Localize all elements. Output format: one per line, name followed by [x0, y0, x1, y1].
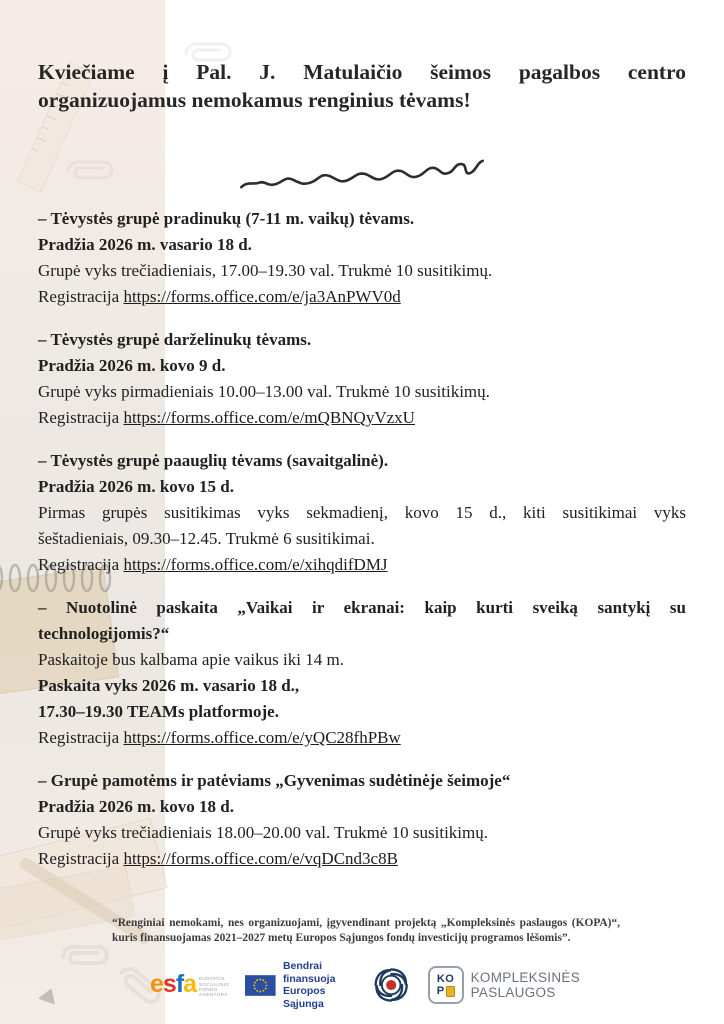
- event-section-pamotems-pateviams-grupe: [38, 768, 686, 872]
- event-schedule-line1: Pirmas grupės susitikimas vyks sekmadienį, kovo 15 d., kiti susitikimai vyks: [38, 503, 686, 522]
- event-date-line1: Paskaita vyks 2026 m. vasario 18 d.,: [38, 676, 300, 695]
- event-date-line2: 17.30–19.30 TEAMs platformoje.: [38, 702, 279, 721]
- funding-disclaimer-line2: kuris finansuojamas 2021–2027 metų Europos Sąjungos fondų investicijų programos lėšomis”.: [112, 932, 571, 944]
- esfa-wordmark: esfa: [150, 970, 197, 999]
- registration-label: Registracija: [38, 849, 120, 868]
- hand-drawn-squiggle-icon: [237, 151, 488, 196]
- event-title-line1: – Nuotolinė paskaita „Vaikai ir ekranai: kaip kurti sveiką santykį su: [38, 598, 686, 617]
- registration-link[interactable]: https://forms.office.com/e/mQBNQyVzxU: [123, 408, 415, 427]
- funding-disclaimer: [112, 916, 620, 946]
- kopa-logo: [428, 966, 580, 1004]
- page-title-line2: organizuojamus nemokamus renginius tėvams!: [38, 88, 471, 112]
- event-title: – Tėvystės grupė darželinukų tėvams.: [38, 330, 312, 349]
- event-schedule-line2: šeštadieniais, 09.30–12.45. Trukmė 6 susitikimai.: [38, 529, 375, 548]
- event-title: – Tėvystės grupė pradinukų (7-11 m. vaikų) tėvams.: [38, 209, 415, 228]
- event-start-date: Pradžia 2026 m. kovo 9 d.: [38, 356, 226, 375]
- event-section-paaugliu-grupe: [38, 448, 686, 578]
- eu-cofunded-logo: [245, 960, 355, 1010]
- logo-row: [150, 959, 580, 1011]
- registration-link[interactable]: https://forms.office.com/e/ja3AnPWV0d: [123, 287, 401, 306]
- kopa-a-glyph-icon: [446, 986, 455, 997]
- esfa-caption: EUROPOS SOCIALINIO FONDO AGENTŪRA: [199, 976, 230, 998]
- event-start-date: Pradžia 2026 m. kovo 15 d.: [38, 477, 234, 496]
- event-title: – Grupė pamotėms ir patėviams „Gyvenimas sudėtinėje šeimoje“: [38, 771, 511, 790]
- event-section-darzelinuku-grupe: [38, 327, 686, 431]
- event-registration: [38, 846, 686, 872]
- events-list: [38, 206, 686, 872]
- kopa-swirl-eye-icon: [371, 959, 411, 1011]
- kopa-caption: KOMPLEKSINĖS PASLAUGOS: [470, 970, 580, 1000]
- event-registration: [38, 405, 686, 431]
- event-start-date: Pradžia 2026 m. kovo 18 d.: [38, 797, 234, 816]
- event-schedule: Grupė vyks pirmadieniais 10.00–13.00 val. Trukmė 10 susitikimų.: [38, 382, 490, 401]
- registration-label: Registracija: [38, 728, 120, 747]
- esfa-logo: [150, 972, 229, 998]
- event-note: Paskaitoje bus kalbama apie vaikus iki 14 m.: [38, 650, 344, 669]
- footer: [0, 916, 724, 1011]
- registration-label: Registracija: [38, 555, 120, 574]
- registration-link[interactable]: https://forms.office.com/e/xihqdifDMJ: [123, 555, 388, 574]
- event-start-date: Pradžia 2026 m. vasario 18 d.: [38, 235, 252, 254]
- funding-disclaimer-line1: “Renginiai nemokami, nes organizuojami, įgyvendinant projektą „Kompleksinės paslaugos (KOPA)“,: [112, 917, 620, 929]
- event-title: – Tėvystės grupė paauglių tėvams (savaitgalinė).: [38, 451, 389, 470]
- event-registration: [38, 284, 686, 310]
- event-registration: [38, 725, 686, 751]
- event-schedule: Grupė vyks trečiadieniais, 17.00–19.30 val. Trukmė 10 susitikimų.: [38, 261, 493, 280]
- eu-flag-icon: [245, 972, 276, 999]
- kopa-box-icon: KO P: [428, 966, 464, 1004]
- event-registration: [38, 552, 686, 578]
- registration-label: Registracija: [38, 287, 120, 306]
- registration-link[interactable]: https://forms.office.com/e/yQC28fhPBw: [123, 728, 401, 747]
- registration-label: Registracija: [38, 408, 120, 427]
- page-title: [38, 58, 686, 114]
- registration-link[interactable]: https://forms.office.com/e/vqDCnd3c8B: [123, 849, 398, 868]
- event-schedule: Grupė vyks trečiadieniais 18.00–20.00 val. Trukmė 10 susitikimų.: [38, 823, 488, 842]
- eu-caption: Bendrai finansuoja Europos Sąjunga: [282, 960, 336, 1010]
- page-title-line1: Kviečiame į Pal. J. Matulaičio šeimos pagalbos centro: [38, 60, 686, 84]
- event-section-nuotoline-paskaita: [38, 595, 686, 751]
- divider: [38, 154, 686, 192]
- event-section-pradinuku-grupe: [38, 206, 686, 310]
- event-title-line2: technologijomis?“: [38, 624, 170, 643]
